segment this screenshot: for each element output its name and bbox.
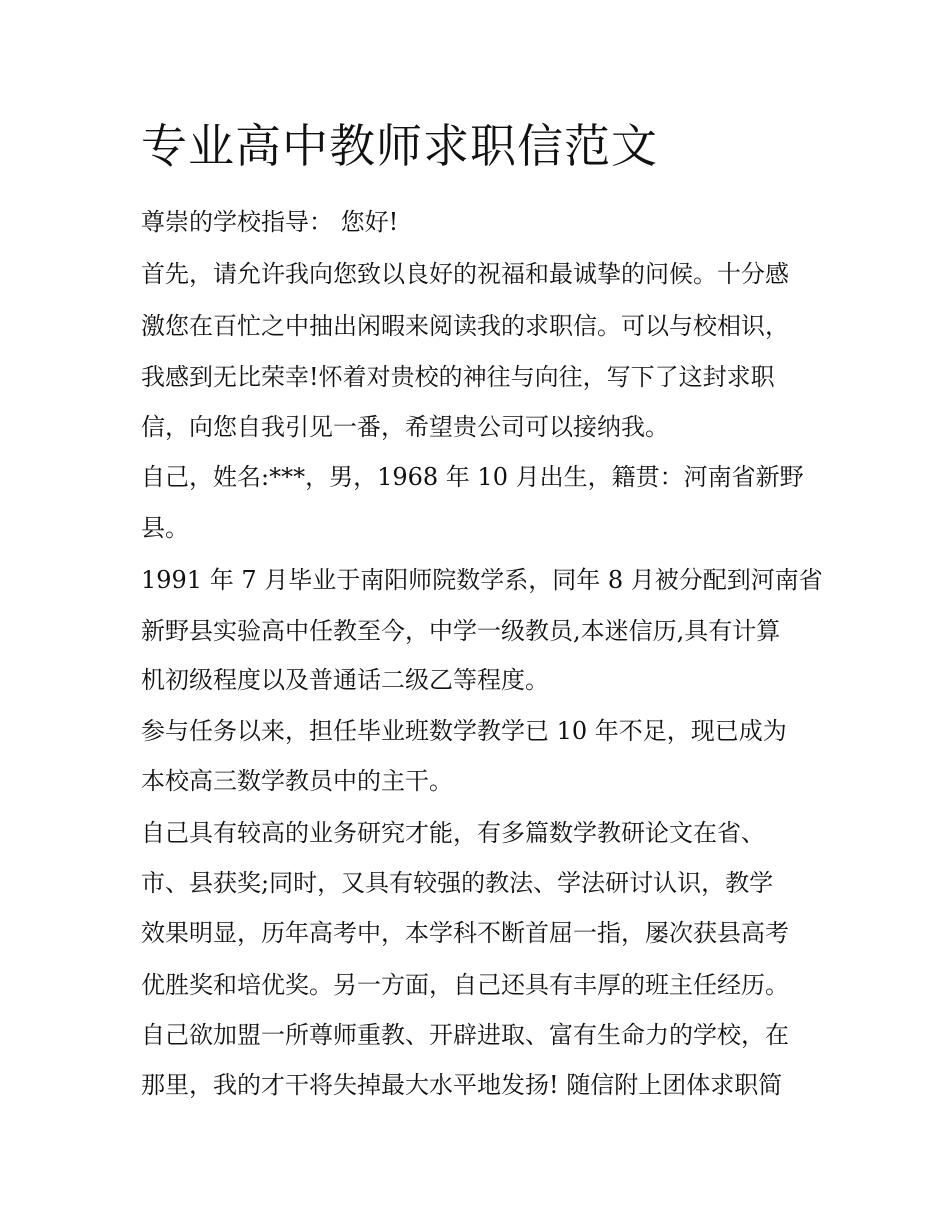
body-text-line: 机初级程度以及普通话二级乙等程度。 bbox=[141, 666, 549, 694]
body-text-line: 参与任务以来，担任毕业班数学教学已 10 年不足，现已成为 bbox=[141, 717, 787, 745]
body-text-line: 信，向您自我引见一番，希望贵公司可以接纳我。 bbox=[141, 413, 669, 441]
body-text-line: 优胜奖和培优奖。另一方面，自己还具有丰厚的班主任经历。 bbox=[141, 971, 789, 999]
salutation-line: 尊崇的学校指导： 您好! bbox=[141, 208, 399, 236]
body-text-line: 县。 bbox=[141, 514, 189, 542]
body-text-line: 那里，我的才干将失掉最大水平地发扬! 随信附上团体求职简 bbox=[141, 1071, 783, 1099]
document-title: 专业高中教师求职信范文 bbox=[141, 119, 658, 173]
body-text-line: 我感到无比荣幸!怀着对贵校的神往与向往，写下了这封求职 bbox=[141, 363, 775, 391]
body-text-line: 本校高三数学教员中的主干。 bbox=[141, 767, 453, 795]
body-text-line: 自己，姓名:***，男，1968 年 10 月出生，籍贯：河南省新野 bbox=[141, 463, 804, 491]
body-text-line: 首先，请允许我向您致以良好的祝福和最诚挚的问候。十分感 bbox=[141, 260, 789, 288]
body-text-line: 新野县实验高中任教至今，中学一级教员,本迷信历,具有计算 bbox=[141, 617, 781, 645]
body-text-line: 1991 年 7 月毕业于南阳师院数学系，同年 8 月被分配到河南省 bbox=[141, 566, 823, 594]
body-text-line: 激您在百忙之中抽出闲暇来阅读我的求职信。可以与校相识， bbox=[141, 312, 789, 340]
body-text-line: 自己具有较高的业务研究才能，有多篇数学教研论文在省、 bbox=[141, 819, 765, 847]
body-text-line: 市、县获奖;同时，又具有较强的教法、学法研讨认识，教学 bbox=[141, 869, 774, 897]
body-text-line: 自己欲加盟一所尊师重教、开辟进取、富有生命力的学校，在 bbox=[141, 1021, 789, 1049]
body-text-line: 效果明显，历年高考中，本学科不断首屈一指，屡次获县高考 bbox=[141, 919, 789, 947]
